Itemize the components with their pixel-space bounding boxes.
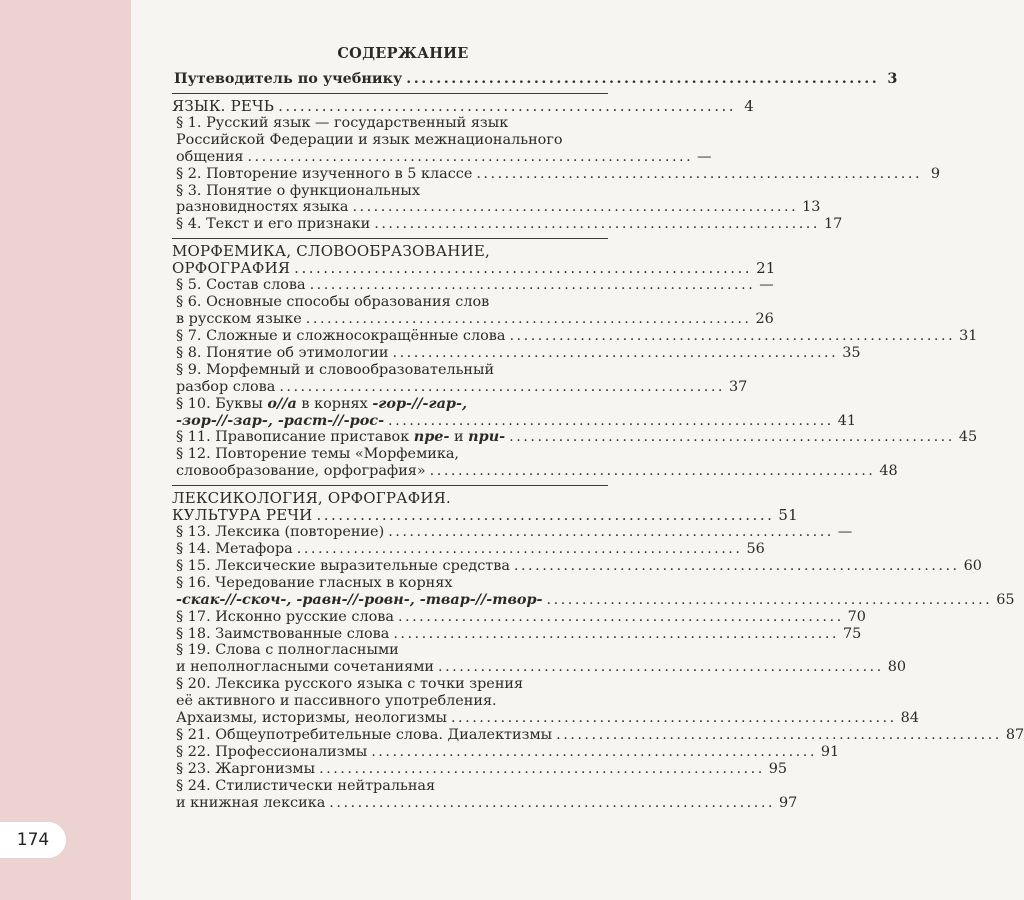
section-title: ЛЕКСИКОЛОГИЯ, ОРФОГРАФИЯ. [172,489,451,508]
toc-entry-15[interactable]: § 15. Лексические выразительные средства ............................................................... 60 [176,557,982,574]
entry-text: в русском языке [176,311,302,328]
entry-page: 31 [959,327,978,344]
entry-page: — [837,524,853,541]
entry-text: § 14. Метафора [176,541,293,558]
entry-page: — [697,148,712,165]
entry-text: словообразование, орфография» [176,463,426,480]
section-title: ОРФОГРАФИЯ [172,259,291,278]
entry-page: 3 [887,70,898,87]
page-title: СОДЕРЖАНИЕ [337,45,469,62]
entry-page: 35 [842,344,861,361]
toc-section-lexicology[interactable]: ЛЕКСИКОЛОГИЯ, ОРФОГРАФИЯ. КУЛЬТУРА РЕЧИ ............................................................... 51 [172,485,608,524]
page-number: 174 [0,822,66,858]
entry-page: 95 [768,760,788,777]
entry-page: 26 [755,311,774,328]
entry-page: 75 [843,625,862,642]
toc-entry-23[interactable]: § 23. Жаргонизмы ............................................................... 95 [176,760,788,777]
entry-text-italic: -гор-//-гар-, [372,394,467,412]
entry-text: § 23. Жаргонизмы [176,760,316,777]
entry-text: § 18. Заимствованные слова [176,625,390,642]
entry-page: 21 [756,259,776,278]
entry-text: § 22. Профессионализмы [176,743,368,760]
entry-text: § 5. Состав слова [176,277,306,294]
toc-entry-2[interactable]: § 2. Повторение изученного в 5 классе ............................................................... 9 [176,165,941,182]
entry-page: 80 [887,659,906,676]
entry-text-part: в корнях [296,395,373,412]
entry-text-part: § 11. Правописание приставок [176,429,414,446]
entry-page: 37 [729,378,748,395]
entry-text: разбор слова [176,378,276,395]
toc-entry-10[interactable]: § 10. Буквы о//а в корнях -гор-//-гар-, -зор-//-зар-, -раст-//-рос- ............................................................... 41 [176,394,857,429]
section-title: КУЛЬТУРА РЕЧИ [172,506,313,525]
entry-text: § 17. Исконно русские слова [176,608,394,625]
entry-page: 56 [746,541,765,558]
toc-entry-7[interactable]: § 7. Сложные и сложносокращённые слова ............................................................... 31 [176,327,978,344]
entry-page: 41 [837,412,857,429]
entry-text: Российской Федерации и язык межнационального [176,131,563,148]
entry-page: 91 [820,743,840,760]
entry-text: § 15. Лексические выразительные средства [176,557,510,574]
entry-text: § 6. Основные способы образования слов [176,294,490,311]
toc-entry-21[interactable]: § 21. Общеупотребительные слова. Диалектизмы ............................................................... 87 [176,727,1024,743]
toc-entry-4[interactable]: § 4. Текст и его признаки ............................................................... 17 [176,216,843,233]
entry-page: 13 [802,199,821,216]
entry-text: § 24. Стилистически нейтральная [176,777,436,794]
entry-page: 65 [996,591,1015,608]
section-title: ЯЗЫК. РЕЧЬ [172,96,275,115]
toc-entry-guide[interactable]: Путеводитель по учебнику ............................................................... 3 [174,70,898,87]
entry-text: § 1. Русский язык — государственный язык [176,114,509,131]
entry-text: § 12. Повторение темы «Морфемика, [176,446,459,463]
toc-section-language-speech[interactable]: ЯЗЫК. РЕЧЬ ............................................................... 4 [172,93,608,115]
entry-text: и книжная лексика [176,794,326,811]
entry-page: 45 [958,429,978,446]
entry-page: 70 [847,608,866,625]
entry-text: § 8. Понятие об этимологии [176,344,389,361]
toc-entry-17[interactable]: § 17. Исконно русские слова ............................................................... 70 [176,608,866,625]
toc-entry-5[interactable]: § 5. Состав слова ............................................................... — [176,277,774,294]
toc-entry-11[interactable]: § 11. Правописание приставок пре- и при- ............................................................... 45 [176,428,978,446]
entry-text: разновидностях языка [176,199,349,216]
toc-entry-22[interactable]: § 22. Профессионализмы ............................................................... 91 [176,743,840,760]
entry-page: 48 [879,463,898,480]
toc-entry-9[interactable]: § 9. Морфемный и словообразовательный разбор слова ............................................................... 37 [176,361,748,395]
toc-entry-20[interactable]: § 20. Лексика русского языка с точки зрения её активного и пассивного употребления. Архаизмы, историзмы, неологизмы ............................................................... 84 [176,676,919,727]
page-margin-band [0,0,131,900]
entry-text: § 16. Чередование гласных в корнях [176,574,453,591]
toc-entry-1[interactable]: § 1. Русский язык — государственный язык Российской Федерации и язык межнационального общения ............................................................... — [176,114,712,165]
entry-text [176,429,505,446]
entry-text-italic: о//а [267,394,297,412]
entry-text-italic: -зор-//-зар-, -раст-//-рос- [176,411,385,429]
entry-page: 97 [778,794,798,811]
toc-entry-3[interactable]: § 3. Понятие о функциональных разновидностях языка ............................................................... 13 [176,182,821,216]
entry-page: 87 [1005,727,1024,743]
toc-entry-24[interactable]: § 24. Стилистически нейтральная и книжная лексика ............................................................... 97 [176,777,798,811]
toc-entry-13[interactable]: § 13. Лексика (повторение) ............................................................... — [176,524,853,541]
entry-page: — [759,277,774,294]
entry-text: § 20. Лексика русского языка с точки зрения [176,676,524,693]
table-of-contents [172,40,1024,812]
entry-text: § 2. Повторение изученного в 5 классе [176,165,473,182]
toc-entry-14[interactable]: § 14. Метафора ............................................................... 56 [176,541,765,558]
toc-entry-12[interactable]: § 12. Повторение темы «Морфемика, словообразование, орфография» ............................................................... 48 [176,446,898,480]
toc-entry-16[interactable]: § 16. Чередование гласных в корнях -скак-//-скоч-, -равн-//-ровн-, -твар-//-твор- ............................................................... 65 [176,574,1015,608]
entry-page: 60 [963,557,982,574]
entry-text-part: и [449,429,469,446]
toc-entry-6[interactable]: § 6. Основные способы образования слов в русском языке ............................................................... 26 [176,294,774,328]
entry-text: § 9. Морфемный и словообразовательный [176,361,495,378]
entry-text-italic: -скак-//-скоч-, -равн-//-ровн-, -твар-//-твор- [176,590,543,608]
entry-text: § 4. Текст и его признаки [176,216,371,233]
entry-page: 9 [930,165,941,182]
entry-text: Архаизмы, историзмы, неологизмы [176,710,447,727]
entry-page: 17 [823,216,843,233]
entry-text-italic: при- [468,428,506,446]
entry-text: § 19. Слова с полногласными [176,642,399,659]
entry-text: Путеводитель по учебнику [174,70,403,87]
entry-text: и неполногласными сочетаниями [176,659,434,676]
section-title: МОРФЕМИКА, СЛОВООБРАЗОВАНИЕ, [172,242,490,261]
entry-text [176,396,467,413]
toc-entry-8[interactable]: § 8. Понятие об этимологии ............................................................... 35 [176,344,861,361]
entry-page: 84 [900,710,919,727]
toc-section-morphemics[interactable]: МОРФЕМИКА, СЛОВООБРАЗОВАНИЕ, ОРФОГРАФИЯ ............................................................... 21 [172,238,608,277]
toc-entry-18[interactable]: § 18. Заимствованные слова ............................................................... 75 [176,625,862,642]
entry-text-italic: пре- [413,428,450,446]
entry-text: § 7. Сложные и сложносокращённые слова [176,327,506,344]
entry-text: § 21. Общеупотребительные слова. Диалектизмы [176,727,553,743]
entry-text: общения [176,148,244,165]
entry-text-part: § 10. Буквы [176,395,268,412]
entry-page: 51 [778,506,798,525]
entry-text: § 13. Лексика (повторение) [176,524,385,541]
entry-text: её активного и пассивного употребления. [176,693,497,710]
toc-entry-19[interactable]: § 19. Слова с полногласными и неполногласными сочетаниями ............................................................... 80 [176,642,906,676]
entry-page: 4 [744,96,754,115]
entry-text: § 3. Понятие о функциональных [176,182,420,199]
